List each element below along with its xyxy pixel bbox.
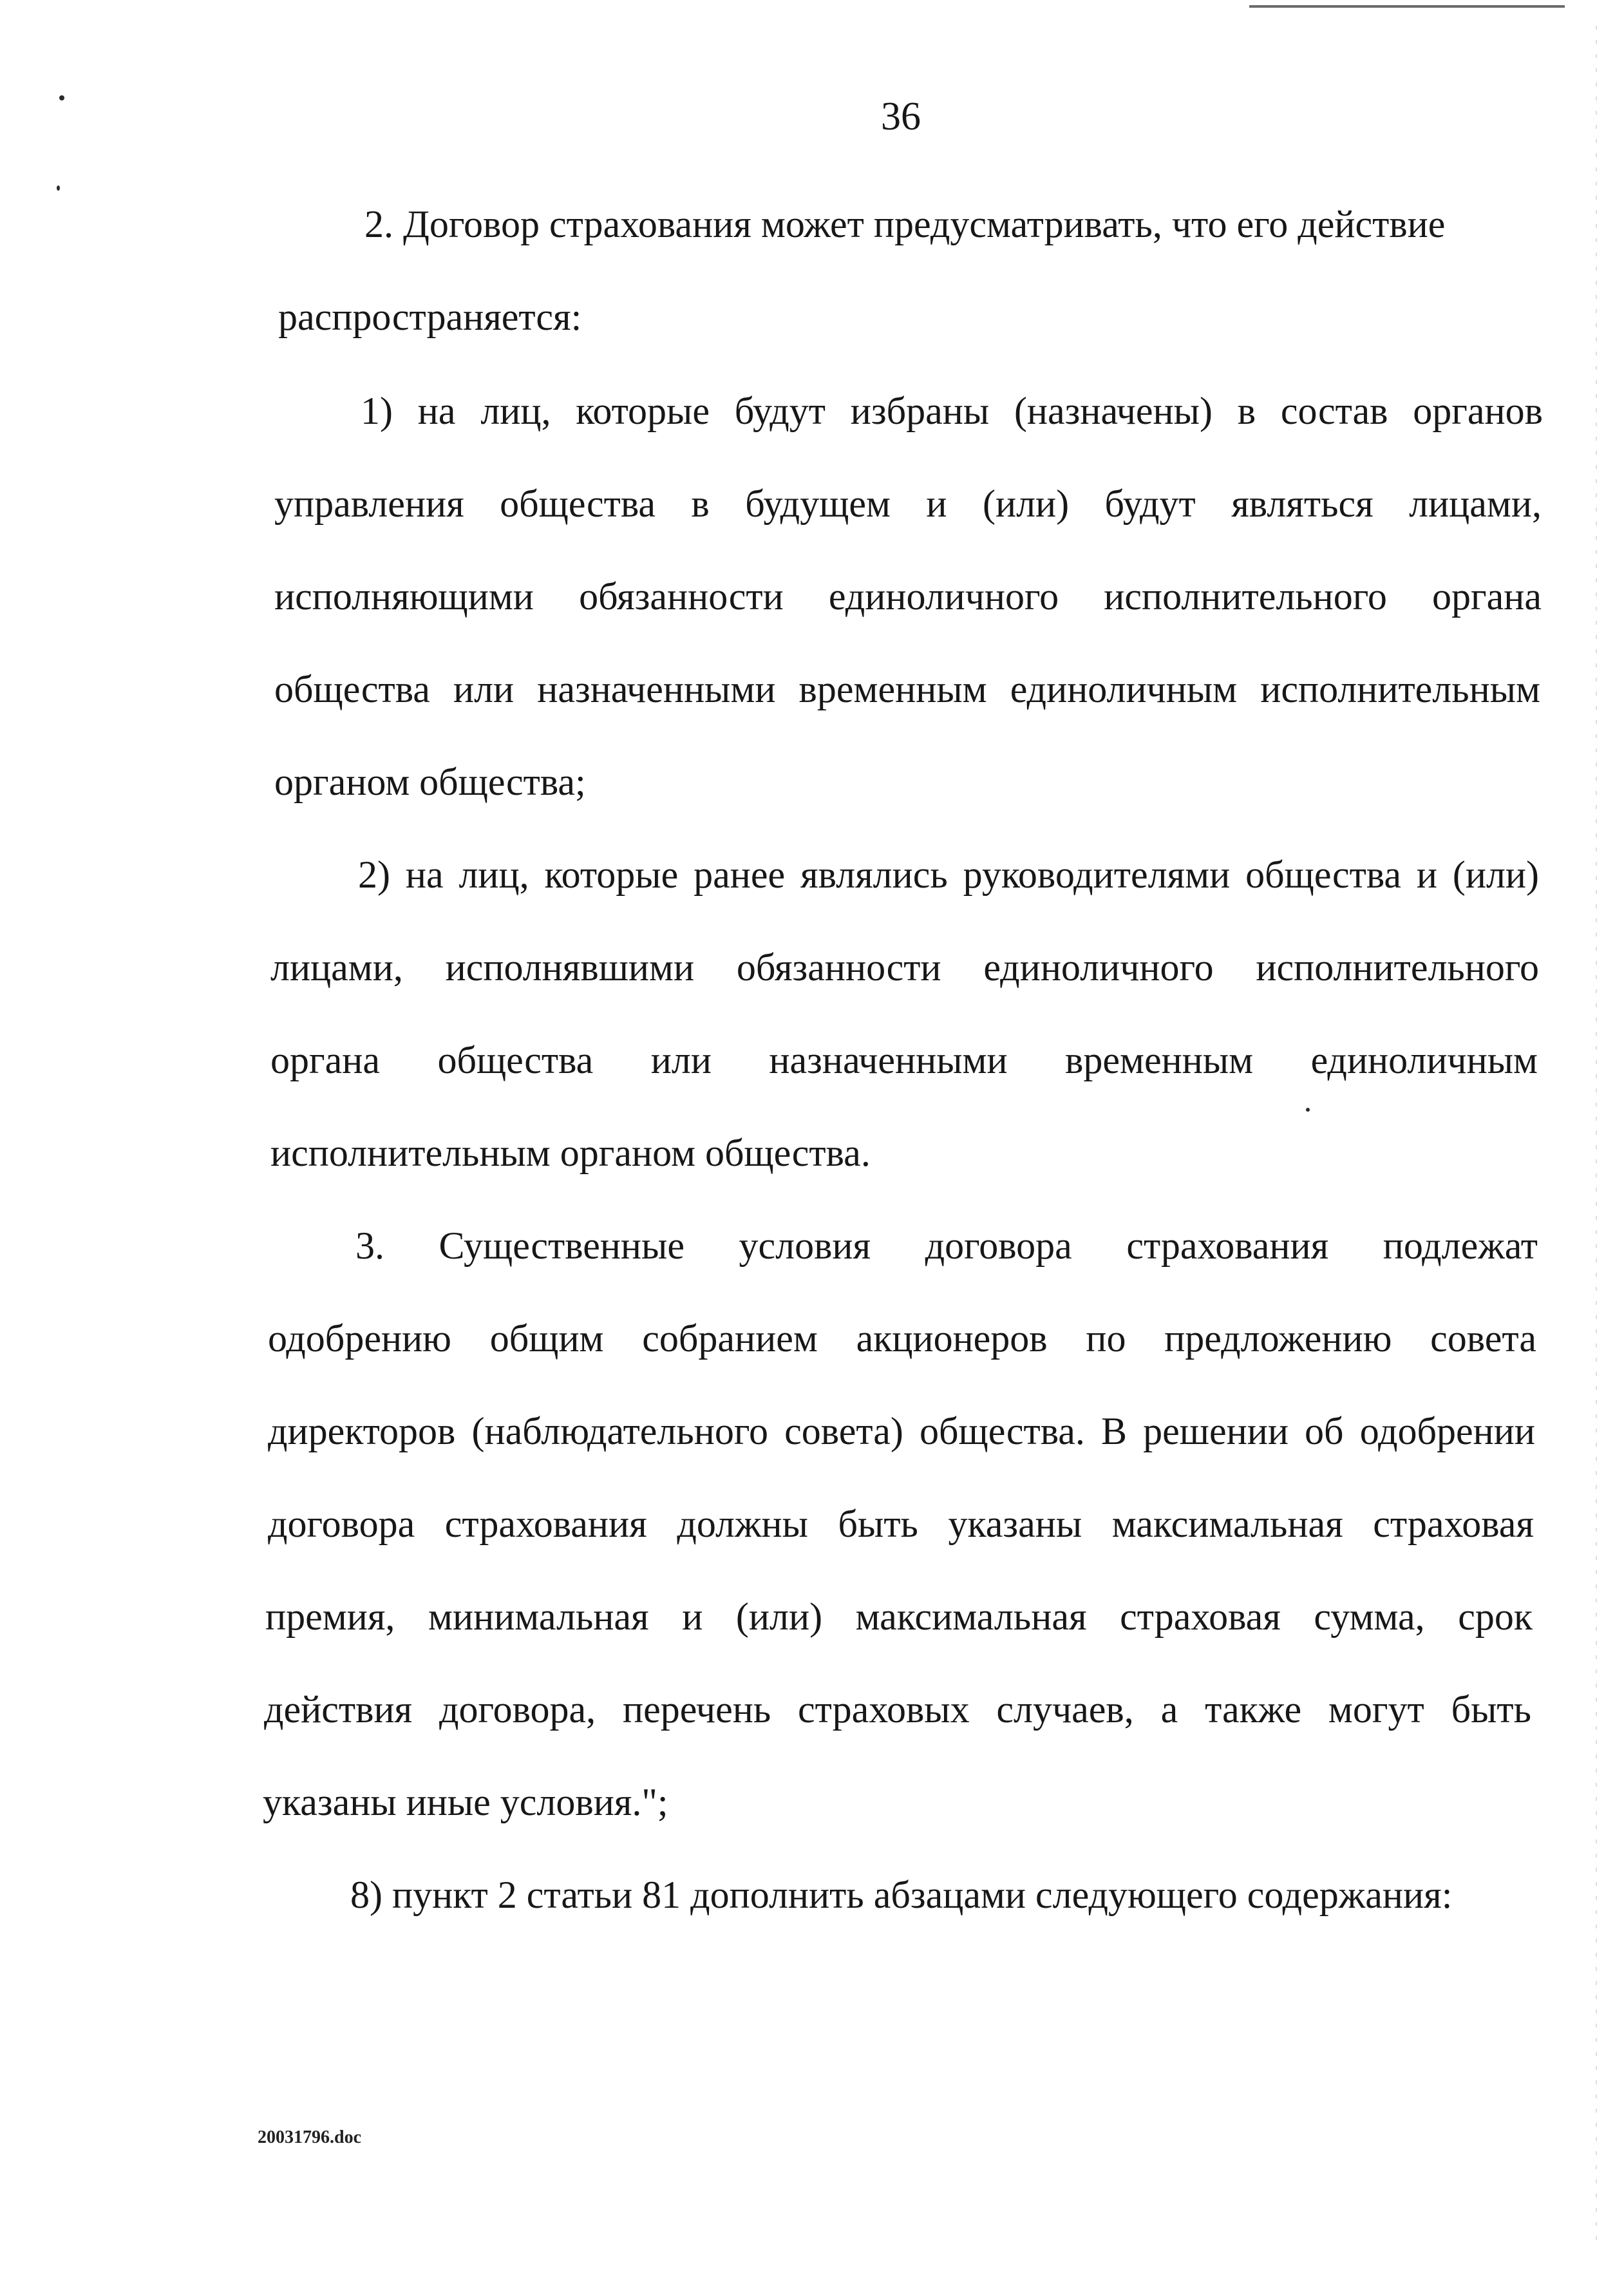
scan-top-rule (1249, 5, 1565, 8)
page-number: 36 (881, 95, 921, 138)
scan-right-edge (1596, 26, 1597, 2241)
item-1-line-5: органом общества; (274, 761, 586, 803)
paragraph-2-line-2: распространяется: (278, 296, 582, 338)
paragraph-3-line-5: премия, минимальная и (или) максимальная страховая сумма, срок (265, 1597, 1533, 1638)
item-2-line-3: органа общества или назначенными временным единоличным (270, 1041, 1538, 1081)
footer-filename: 20031796.doc (258, 2127, 361, 2147)
scan-speck (59, 95, 64, 100)
item-1-line-2: управления общества в будущем и (или) будут являться лицами, (274, 484, 1542, 525)
item-8-line-1: 8) пункт 2 статьи 81 дополнить абзацами следующего содержания: (350, 1874, 1453, 1916)
item-1-line-3: исполняющими обязанности единоличного исполнительного органа (274, 577, 1542, 618)
paragraph-3-line-4: договора страхования должны быть указаны максимальная страховая (268, 1505, 1534, 1545)
paragraph-3-line-2: одобрению общим собранием акционеров по предложению совета (268, 1319, 1536, 1360)
scan-speck (1306, 1108, 1310, 1112)
item-2-line-1: 2) на лиц, которые ранее являлись руководителями общества и (или) (358, 855, 1539, 896)
paragraph-2-line-1: 2. Договор страхования может предусматривать, что его действие (364, 203, 1446, 245)
paragraph-3-line-3: директоров (наблюдательного совета) общества. В решении об одобрении (268, 1412, 1535, 1452)
paragraph-3-line-6: действия договора, перечень страховых случаев, а также могут быть (264, 1690, 1531, 1731)
paragraph-3-line-7: указаны иные условия."; (263, 1781, 668, 1823)
paragraph-3-line-1: 3. Существенные условия договора страхования подлежат (355, 1226, 1538, 1267)
item-2-line-4: исполнительным органом общества. (270, 1132, 871, 1174)
item-2-line-2: лицами, исполнявшими обязанности единоличного исполнительного (270, 948, 1539, 989)
item-1-line-1: 1) на лиц, которые будут избраны (назначены) в состав органов (361, 392, 1543, 432)
item-1-line-4: общества или назначенными временным единоличным исполнительным (274, 670, 1540, 710)
scan-speck (57, 185, 60, 191)
